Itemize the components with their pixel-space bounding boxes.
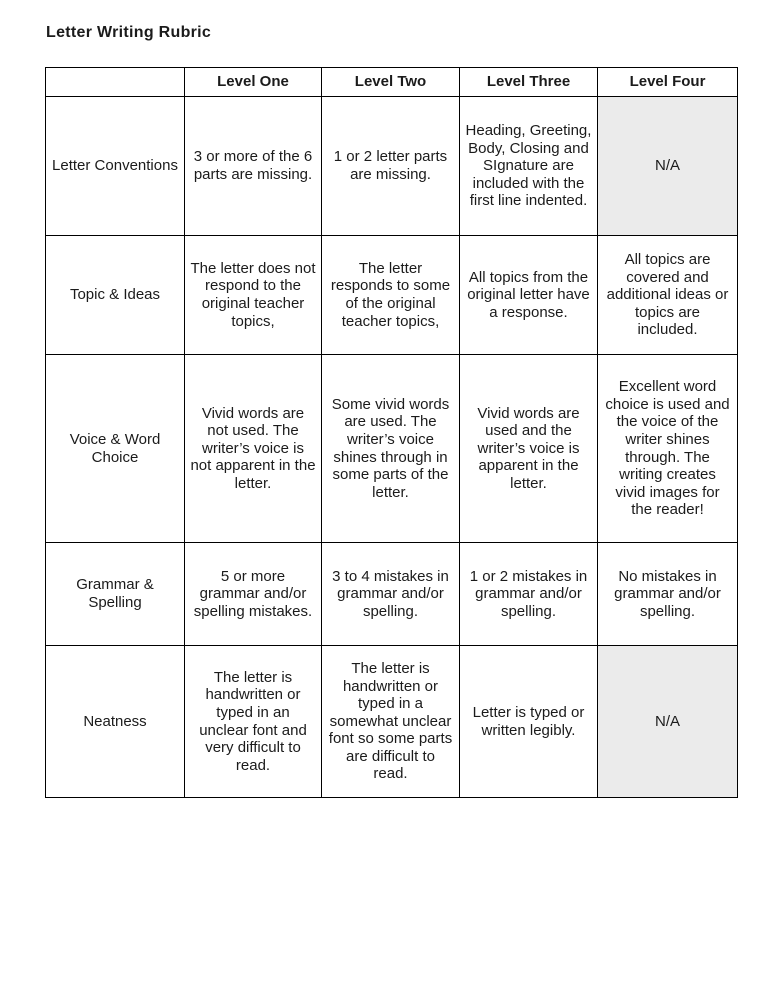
header-cell-level-two: Level Two <box>322 68 460 97</box>
table-row-topic-ideas <box>46 236 738 355</box>
level-four-cell: All topics are covered and additional ideas or topics are included. <box>598 236 738 355</box>
header-cell-level-four: Level Four <box>598 68 738 97</box>
criterion-cell: Neatness <box>46 646 185 798</box>
rubric-table <box>45 67 738 798</box>
criterion-cell: Voice & Word Choice <box>46 355 185 543</box>
level-three-cell: All topics from the original letter have a response. <box>460 236 598 355</box>
criterion-cell: Letter Conventions <box>46 97 185 236</box>
level-three-cell: Heading, Greeting, Body, Closing and SIgnature are included with the first line indented. <box>460 97 598 236</box>
table-row-neatness <box>46 646 738 798</box>
level-four-cell: No mistakes in grammar and/or spelling. <box>598 543 738 646</box>
level-three-cell: 1 or 2 mistakes in grammar and/or spelling. <box>460 543 598 646</box>
table-row-grammar-spelling <box>46 543 738 646</box>
page-title: Letter Writing Rubric <box>46 24 212 41</box>
level-two-cell: The letter responds to some of the original teacher topics, <box>322 236 460 355</box>
level-two-cell: 3 to 4 mistakes in grammar and/or spelling. <box>322 543 460 646</box>
table-row-voice-word-choice <box>46 355 738 543</box>
level-four-cell-na: N/A <box>598 646 738 798</box>
level-one-cell: 5 or more grammar and/or spelling mistakes. <box>185 543 322 646</box>
table-row-letter-conventions <box>46 97 738 236</box>
header-cell-criteria <box>46 68 185 97</box>
level-four-cell: Excellent word choice is used and the voice of the writer shines through. The writing creates vivid images for the reader! <box>598 355 738 543</box>
level-one-cell: The letter does not respond to the original teacher topics, <box>185 236 322 355</box>
level-one-cell: The letter is handwritten or typed in an unclear font and very difficult to read. <box>185 646 322 798</box>
level-four-cell-na: N/A <box>598 97 738 236</box>
header-row <box>46 68 738 97</box>
level-two-cell: The letter is handwritten or typed in a somewhat unclear font so some parts are difficult to read. <box>322 646 460 798</box>
level-three-cell: Vivid words are used and the writer’s voice is apparent in the letter. <box>460 355 598 543</box>
level-two-cell: 1 or 2 letter parts are missing. <box>322 97 460 236</box>
header-cell-level-one: Level One <box>185 68 322 97</box>
criterion-cell: Topic & Ideas <box>46 236 185 355</box>
header-cell-level-three: Level Three <box>460 68 598 97</box>
criterion-cell: Grammar & Spelling <box>46 543 185 646</box>
level-one-cell: Vivid words are not used. The writer’s voice is not apparent in the letter. <box>185 355 322 543</box>
level-three-cell: Letter is typed or written legibly. <box>460 646 598 798</box>
level-two-cell: Some vivid words are used. The writer’s voice shines through in some parts of the letter. <box>322 355 460 543</box>
level-one-cell: 3 or more of the 6 parts are missing. <box>185 97 322 236</box>
